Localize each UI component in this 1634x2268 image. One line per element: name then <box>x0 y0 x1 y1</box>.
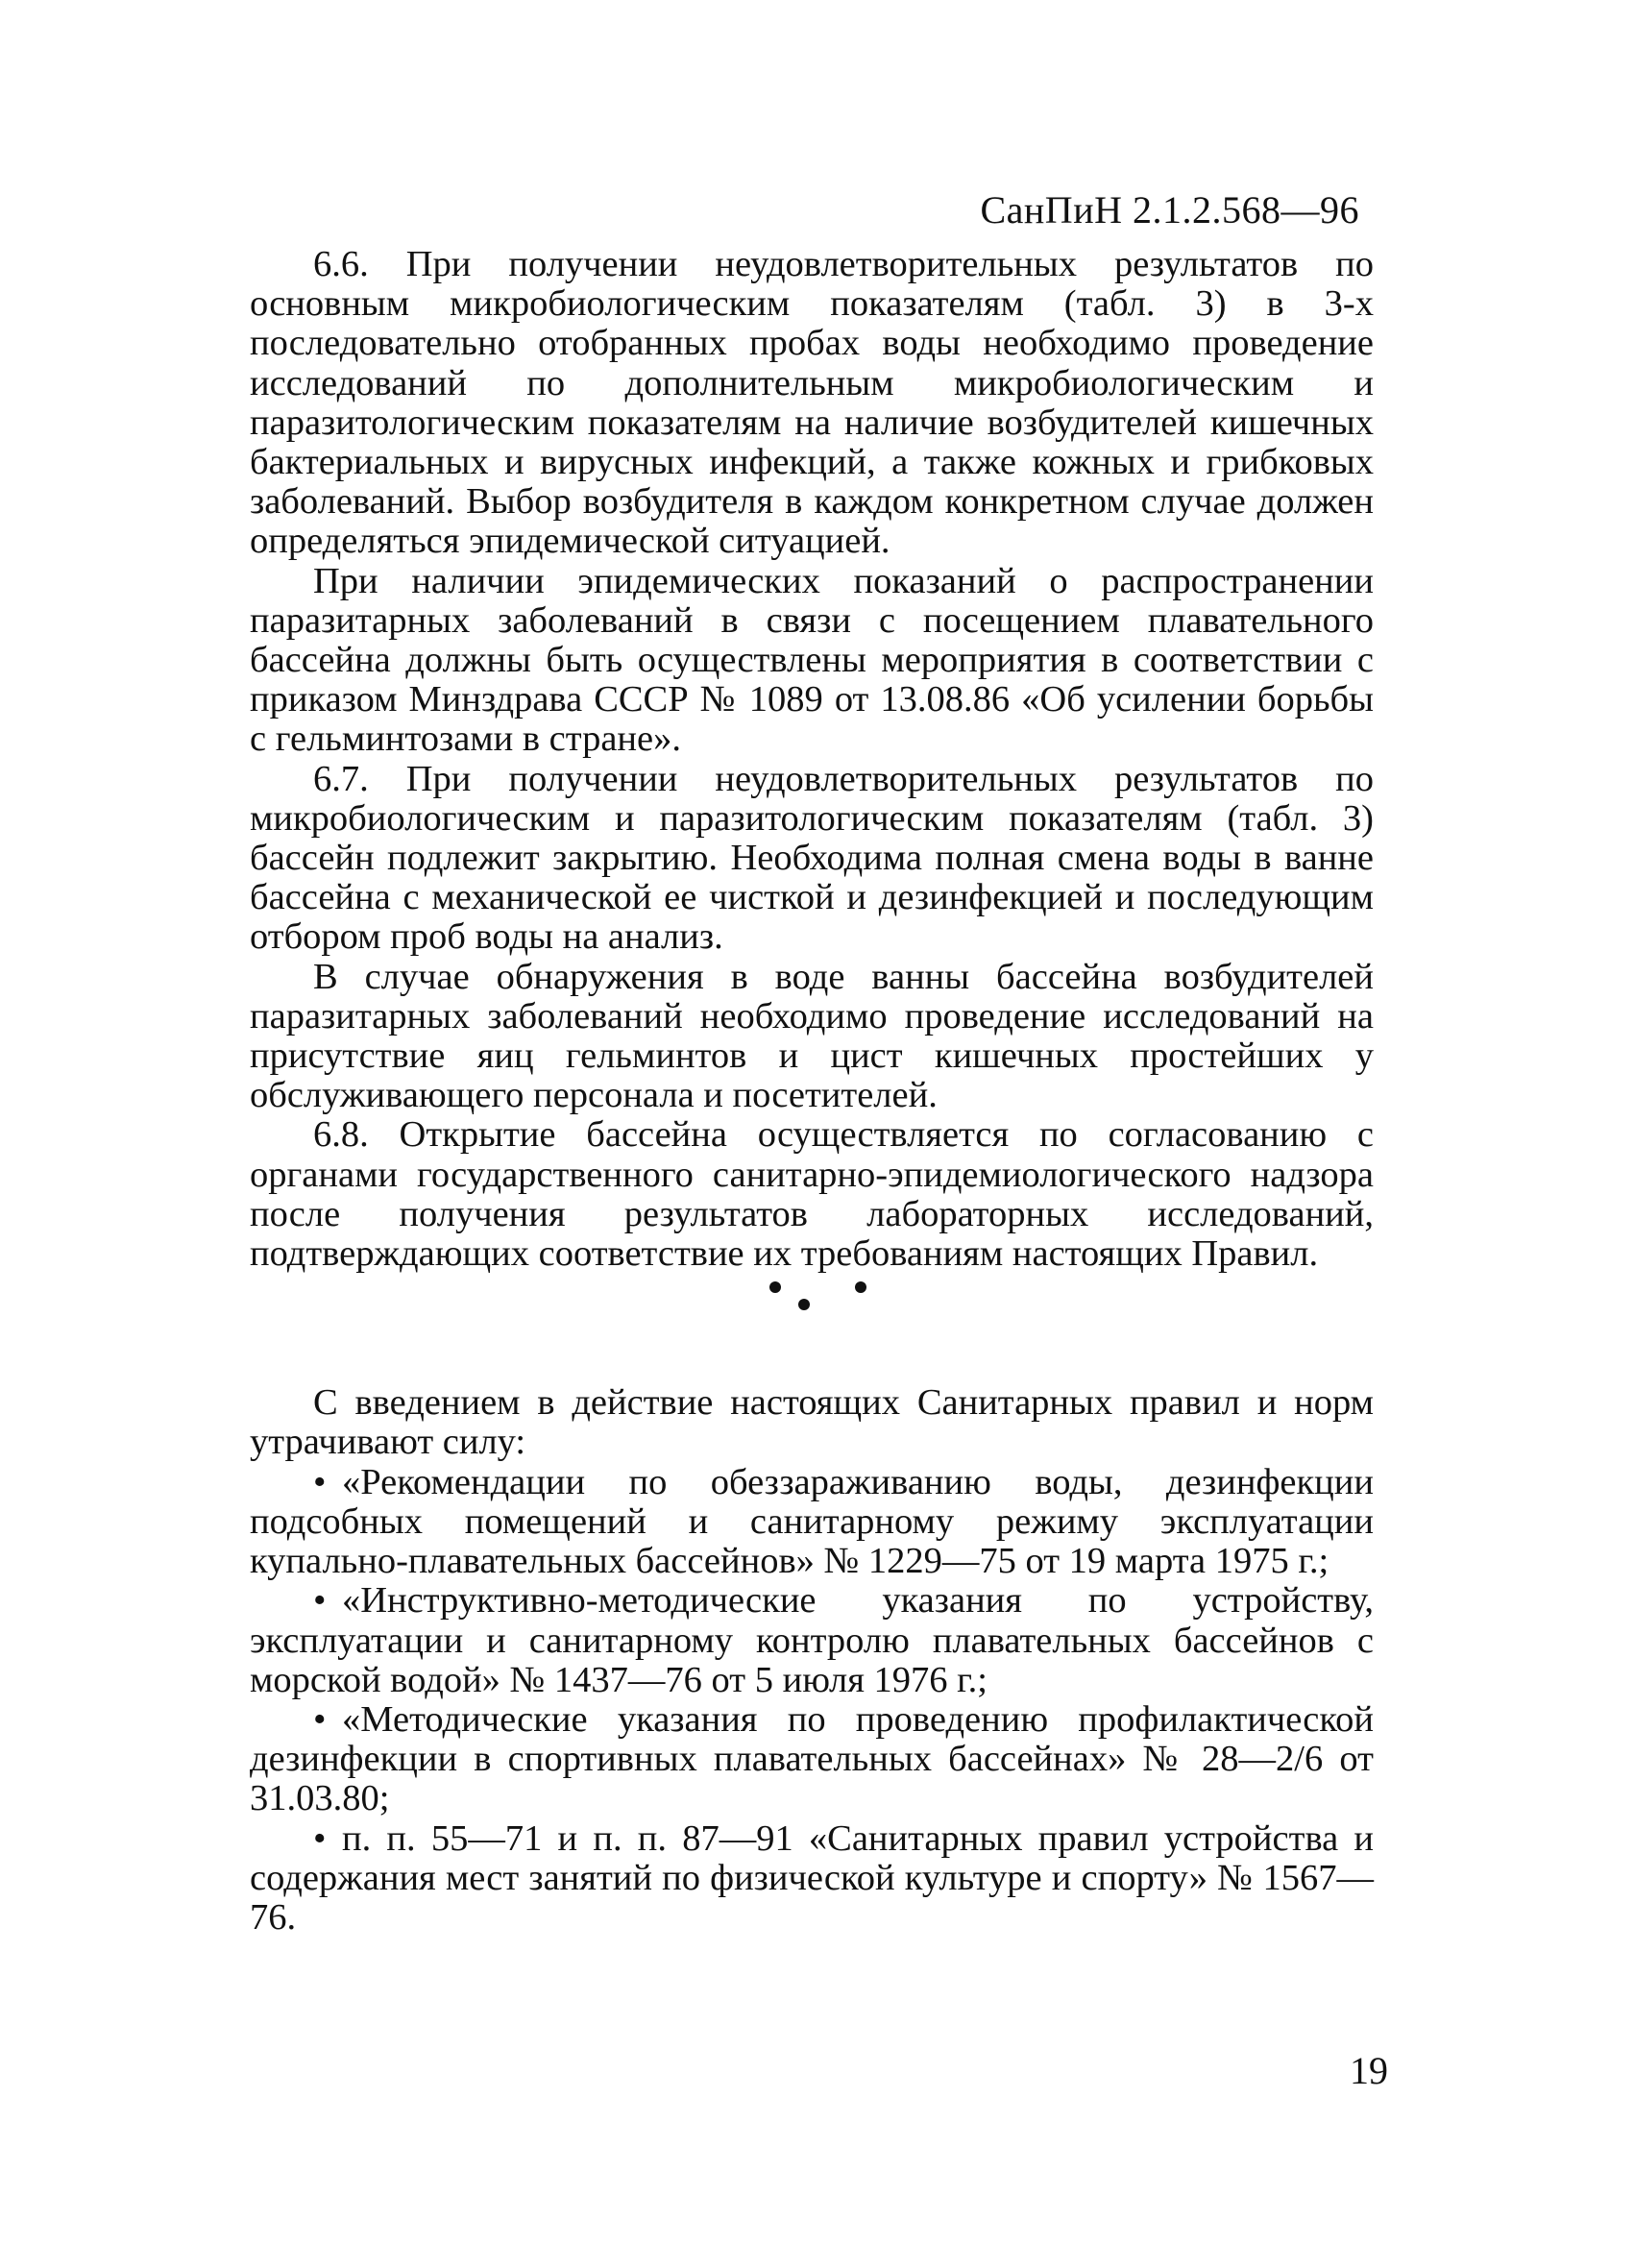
repealed-item-text: «Инструктивно-методические указания по устройству, эксплуатации и санитарному контролю плавательных бассейнов с морской водой» № 1437—76 от 5 июля 1976 г.; <box>250 1580 1374 1700</box>
separator-dot-center <box>798 1299 810 1310</box>
repealed-item <box>250 1819 1374 1939</box>
section-separator-dots <box>250 1274 1374 1341</box>
repealed-item-text: п. п. 55—71 и п. п. 87—91 «Санитарных правил устройства и содержания мест занятий по физической культуре и спорту» № 1567—76. <box>250 1817 1374 1938</box>
paragraph-6-6: 6.6. При получении неудовлетворительных результатов по основным микробиологическим показателям (табл. 3) в 3-х последовательно отобранных пробах воды необходимо проведение исследований по дополнительным микробиологическим и паразитологическим показателям на наличие возбудителей кишечных бактериальных и вирусных инфекций, а также кожных и грибковых заболеваний. Выбор возбудителя в каждом конкретном случае должен определяться эпидемической ситуацией. <box>250 244 1374 562</box>
closing-intro: С введением в действие настоящих Санитарных правил и норм утрачивают силу: <box>250 1382 1374 1463</box>
page-number: 19 <box>1350 2049 1388 2092</box>
repealed-item-text: «Рекомендации по обеззараживанию воды, дезинфекции подсобных помещений и санитарному режиму эксплуатации купально-плавательных бассейнов» № 1229—75 от 19 марта 1975 г.; <box>250 1461 1374 1582</box>
spacer <box>250 1341 1374 1383</box>
separator-dot-left <box>769 1281 781 1293</box>
body-text <box>250 245 1374 1938</box>
repealed-item <box>250 1700 1374 1819</box>
paragraph-6-7-continuation: В случае обнаружения в воде ванны бассейна возбудителей паразитарных заболеваний необходимо проведение исследований на присутствие яиц гельминтов и цист кишечных простейших у обслуживающего персонала и посетителей. <box>250 956 1374 1116</box>
bullet-icon: • <box>313 1580 327 1622</box>
repealed-item <box>250 1581 1374 1700</box>
bullet-icon: • <box>313 1698 327 1740</box>
paragraph-6-6-continuation: При наличии эпидемических показаний о распространении паразитарных заболеваний в связи с посещением плавательного бассейна должны быть осуществлены мероприятия в соответствии с приказом Минздрава СССР № 1089 от 13.08.86 «Об усилении борьбы с гельминтозами в стране». <box>250 560 1374 760</box>
repealed-item <box>250 1463 1374 1582</box>
repealed-item-text: «Методические указания по проведению профилактической дезинфекции в спортивных плавательных бассейнах» № 28—2/6 от 31.03.80; <box>250 1698 1374 1819</box>
bullet-icon: • <box>313 1461 327 1502</box>
running-header: СанПиН 2.1.2.568—96 <box>980 188 1359 232</box>
paragraph-6-8: 6.8. Открытие бассейна осуществляется по согласованию с органами государственного санитарно-эпидемиологического надзора после получения результатов лабораторных исследований, подтверждающих соответствие их требованиям настоящих Правил. <box>250 1114 1374 1275</box>
paragraph-6-7: 6.7. При получении неудовлетворительных результатов по микробиологическим и паразитологическим показателям (табл. 3) бассейн подлежит закрытию. Необходима полная смена воды в ванне бассейна с механической ее чисткой и дезинфекцией и последующим отбором проб воды на анализ. <box>250 758 1374 958</box>
bullet-icon: • <box>313 1817 327 1859</box>
separator-dot-right <box>855 1281 866 1293</box>
